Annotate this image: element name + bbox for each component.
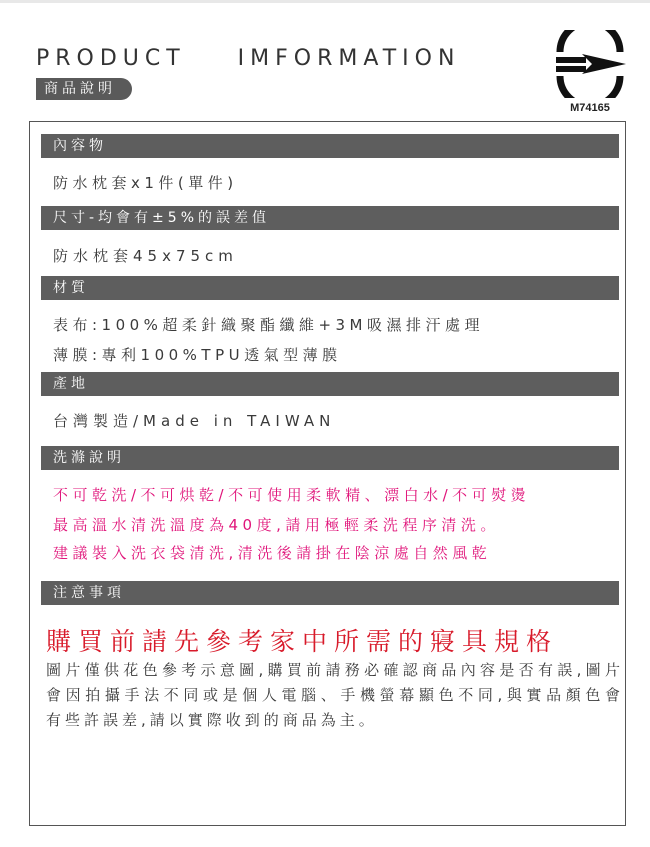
certification-mark-icon — [552, 30, 628, 98]
certification-code: M74165 — [570, 102, 610, 114]
notes-headline: 購買前請先參考家中所需的寢具規格 — [46, 627, 559, 656]
origin-line: 台灣製造/Made in TAIWAN — [53, 412, 336, 430]
material-line-fabric: 表布:100%超柔針織聚酯纖維+3M吸濕排汗處理 — [53, 316, 484, 334]
washing-line-2: 最高溫水清洗溫度為40度,請用極輕柔洗程序清洗。 — [53, 516, 500, 534]
section-heading-material: 材質 — [41, 276, 619, 300]
section-heading-origin: 產地 — [41, 372, 619, 396]
section-heading-notes: 注意事項 — [41, 581, 619, 605]
section-heading-size: 尺寸-均會有±5%的誤差值 — [41, 206, 619, 230]
top-rule — [0, 0, 650, 3]
page-title: PRODUCT IMFORMATION — [36, 46, 461, 71]
notes-paragraph: 圖片僅供花色參考示意圖,購買前請務必確認商品內容是否有誤,圖片會因拍攝手法不同或是個人電腦、手機螢幕顯色不同,與實品顏色會有些許誤差,請以實際收到的商品為主。 — [46, 661, 624, 729]
washing-line-1: 不可乾洗/不可烘乾/不可使用柔軟精、漂白水/不可熨燙 — [53, 486, 531, 504]
material-line-membrane: 薄膜:專利100%TPU透氣型薄膜 — [53, 346, 342, 364]
page-subtitle-badge: 商品說明 — [36, 78, 132, 100]
contents-line: 防水枕套x1件(單件) — [53, 174, 238, 192]
section-heading-contents: 內容物 — [41, 134, 619, 158]
section-heading-washing: 洗滌說明 — [41, 446, 619, 470]
size-line: 防水枕套45x75cm — [53, 247, 238, 265]
washing-line-3: 建議裝入洗衣袋清洗,清洗後請掛在陰涼處自然風乾 — [53, 544, 492, 562]
